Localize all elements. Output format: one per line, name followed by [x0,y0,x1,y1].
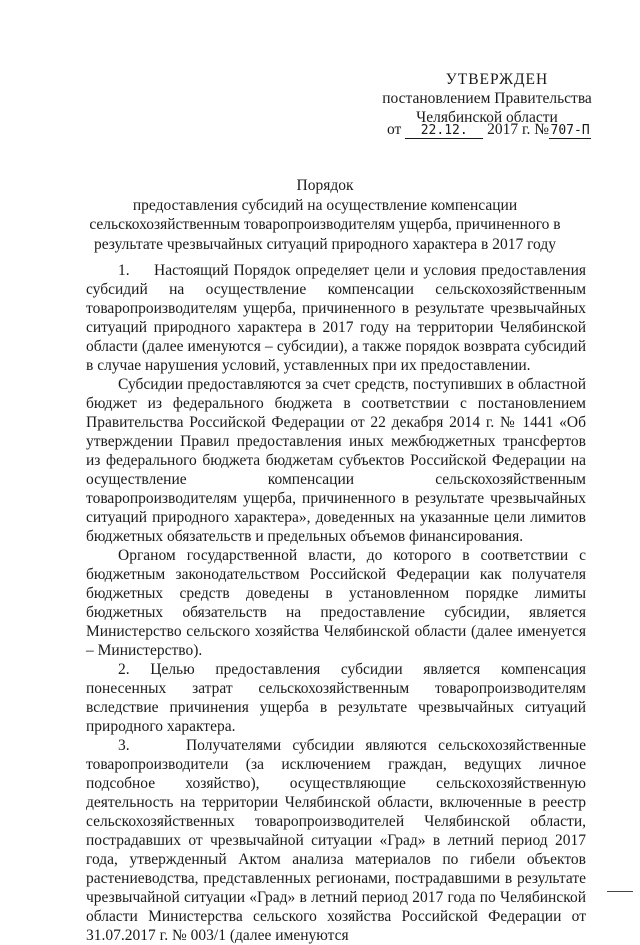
approval-title: УТВЕРЖДЕН [445,71,549,88]
paragraph-2: Субсидии предоставляются за счет средств, поступивших в областной бюджет из федерального бюджета в соответствии с постановлением Правительства Российской Федерации от 22 декабря 2014 г. № 1441 «Об утверждении Правил предоставления иных межбюджетных трансфертов из федерального бюджета бюджетам субъектов Российской Федерации на осуществление компенсации сельскохозяйственным товаропроизводителям ущерба, причиненного в результате чрезвычайных ситуаций природного характера», доведенных на указанные цели лимитов бюджетных обязательств и предельных объемов финансирования. [86,376,586,545]
date-value: 22.12. [405,124,483,139]
paragraph-3: Органом государственной власти, до которого в соответствии с бюджетным законодательством Российской Федерации как получателя бюджетных средств доведены в установленном порядке лимиты бюджетных обязательств на предоставление субсидии, является Министерство сельского хозяйства Челябинской области (далее именуется – Министерство). [86,547,586,659]
document-heading [80,176,570,254]
heading-subtitle-line-2: сельскохозяйственным товаропроизводителям ущерба, причиненного в [89,216,561,233]
approval-line-2: Челябинской области [416,109,558,126]
heading-title: Порядок [296,177,354,194]
date-prefix: от [387,121,402,138]
page-corner-mark [607,891,633,892]
approval-stamp [372,70,602,138]
paragraph-5: 3. Получателями субсидии являются сельскохозяйственные товаропроизводители (за исключением граждан, ведущих личное подсобное хозяйство), осуществляющие сельскохозяйственную деятельность на территории Челябинской области, включенные в реестр сельскохозяйственных товаропроизводителей Челябинской области, пострадавших от чрезвычайной ситуации «Град» в летний период 2017 года, утвержденный Актом анализа материалов по гибели объектов растениеводства, представленных регионами, пострадавшими в результате чрезвычайной ситуации «Град» в летний период 2017 года по Челябинской области Министерства сельского хозяйства Российской Федерации от 31.07.2017 г. № 003/1 (далее именуются [86,737,586,944]
document-body [86,261,586,945]
paragraph-1: 1. Настоящий Порядок определяет цели и условия предоставления субсидий на осуществление компенсации сельскохозяйственным товаропроизводителям ущерба, причиненного в результате чрезвычайных ситуаций природного характера в 2017 году на территории Челябинской области (далее именуются – субсидии), а также порядок возврата субсидий в случае нарушения условий, уставленных при их предоставлении. [86,262,586,374]
approval-line-1: постановлением Правительства [382,90,592,107]
heading-subtitle-line-3: результате чрезвычайных ситуаций природного характера в 2017 году [93,235,556,253]
heading-subtitle-line-1: предоставления субсидий на осуществление компенсации [132,196,518,214]
approval-date-line [387,120,591,139]
year-text: 2017 г. № [487,121,550,138]
document-number: 707-П [550,123,590,138]
paragraph-4: 2. Целью предоставления субсидии является компенсация понесенных затрат сельскохозяйственным товаропроизводителям вследствие причинения ущерба в результате чрезвычайных ситуаций природного характера. [86,661,586,735]
